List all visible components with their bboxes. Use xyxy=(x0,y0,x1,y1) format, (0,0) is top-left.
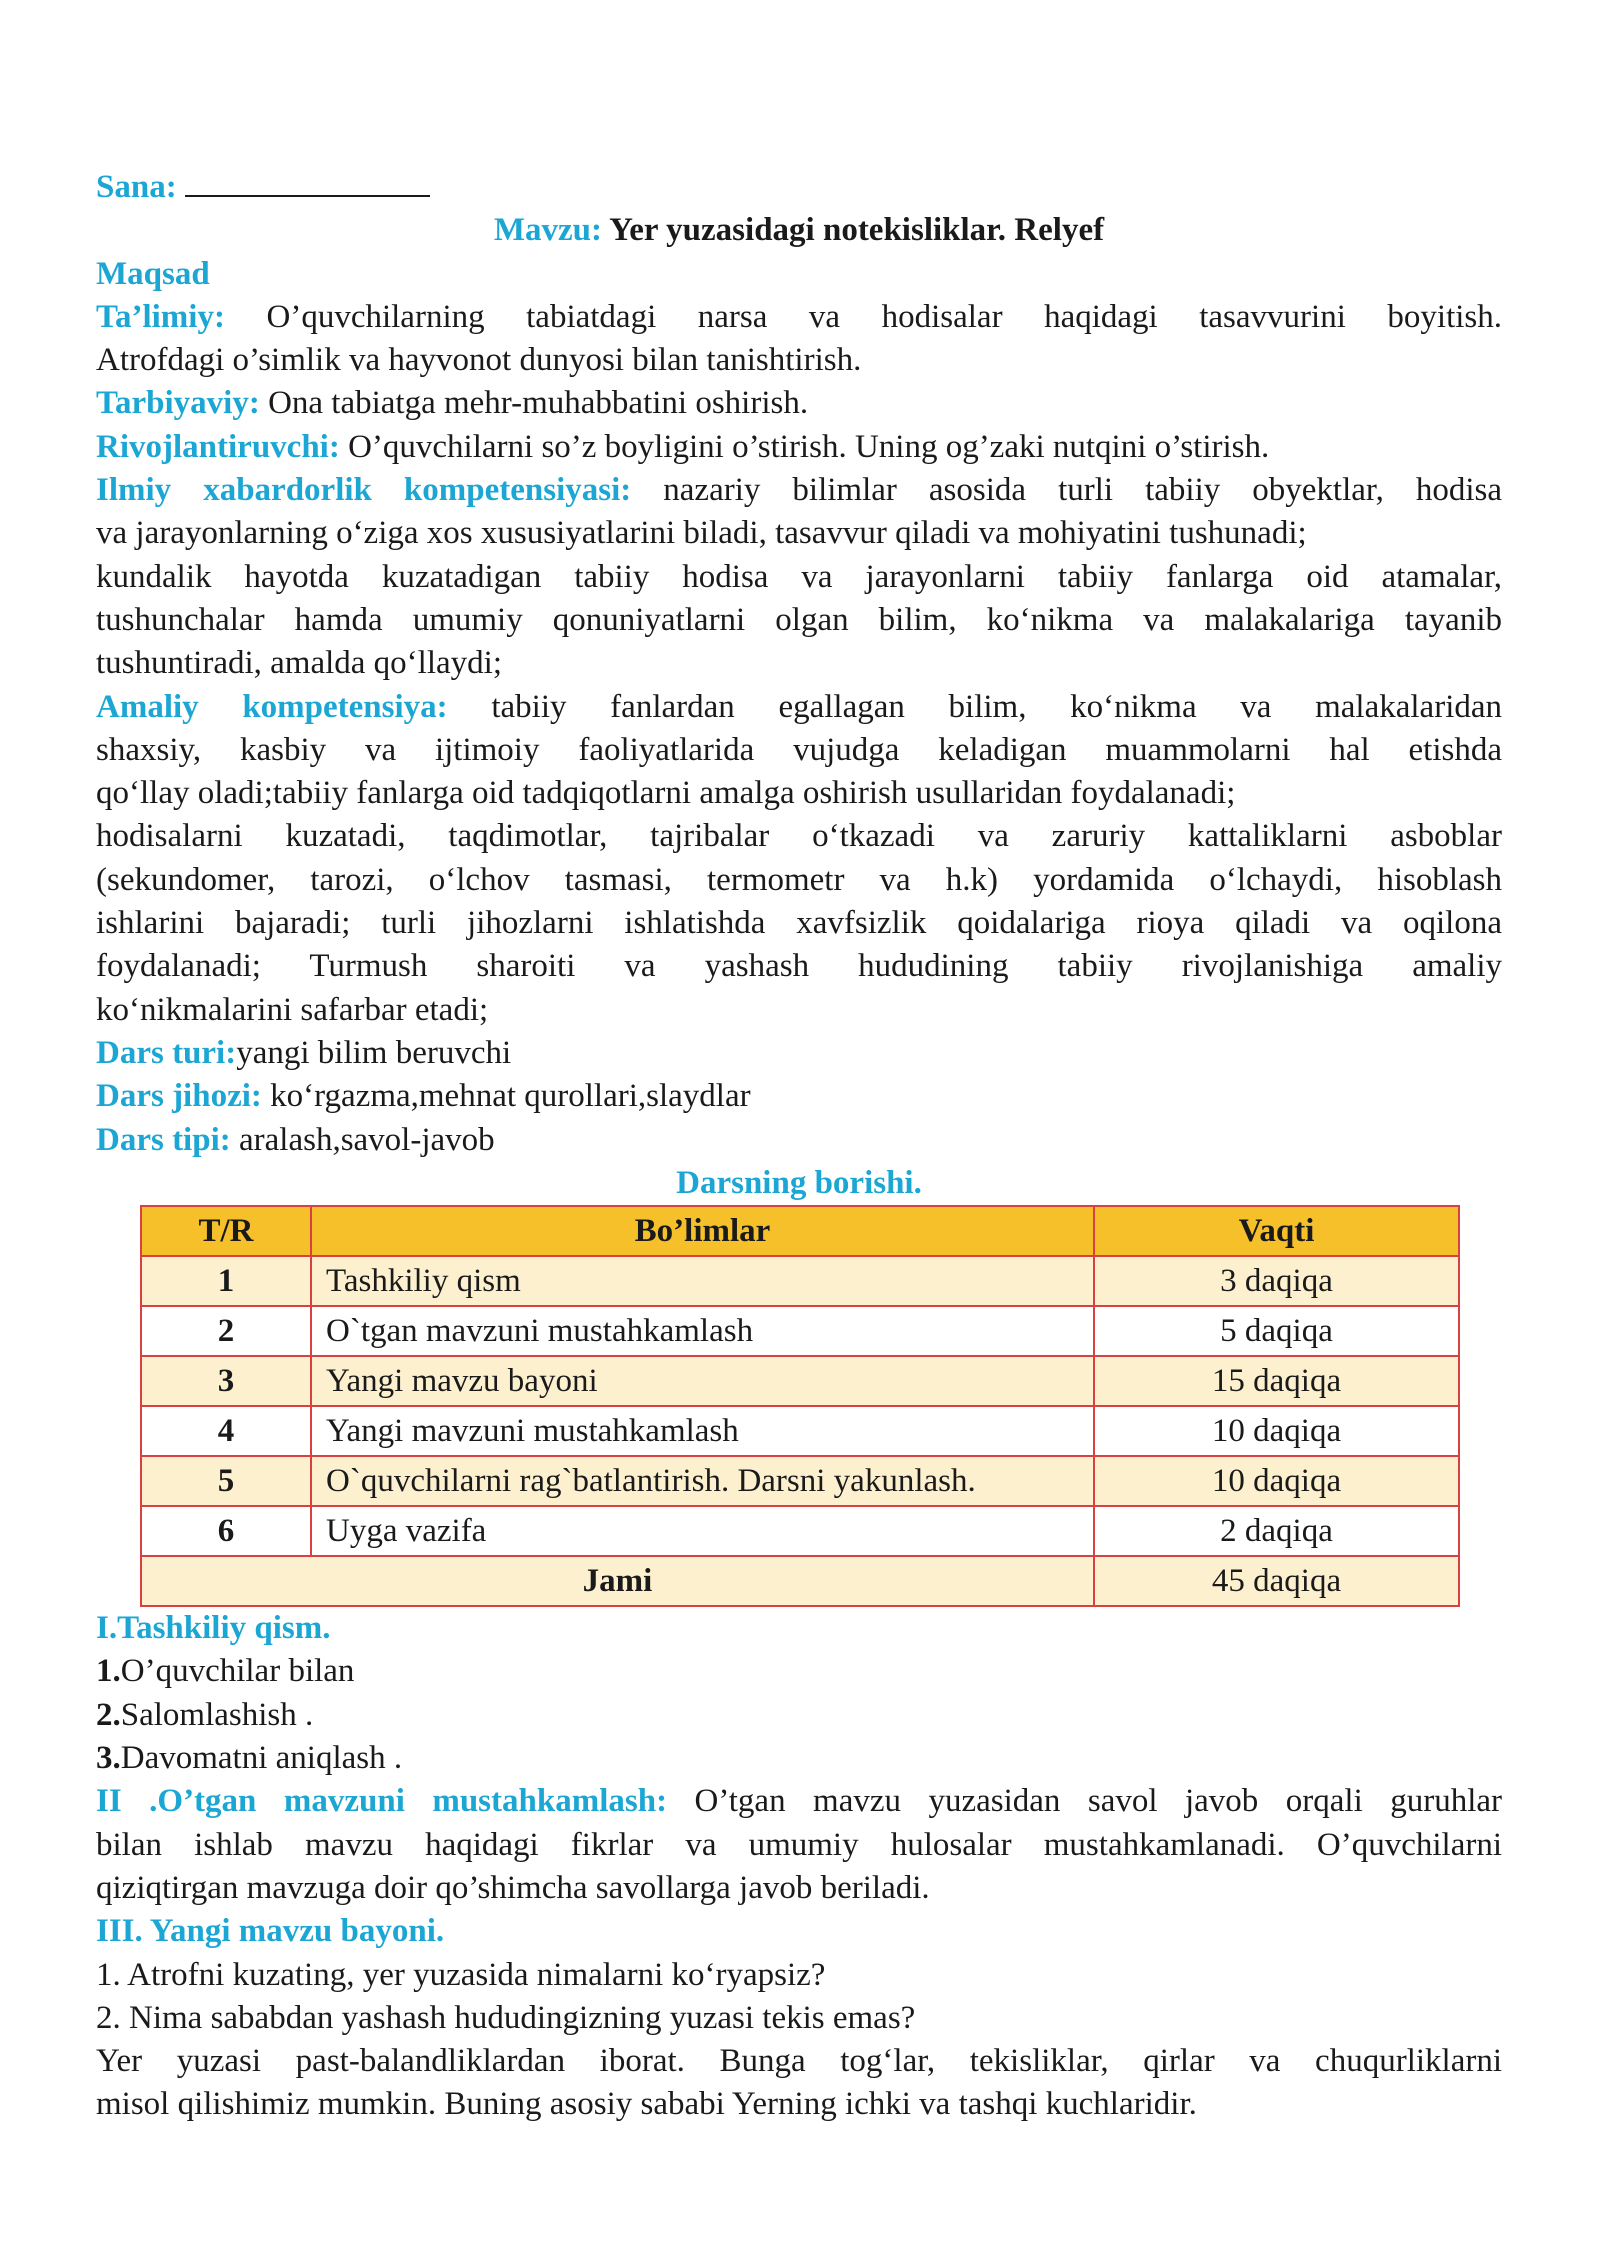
practical-competence-line: qo‘llay oladi;tabiiy fanlarga oid tadqiqotlarni amalga oshirish usullaridan foydalanadi; xyxy=(96,775,1236,812)
topic-line xyxy=(96,209,1502,252)
science-competence-line: va jarayonlarning o‘ziga xos xususiyatlarini biladi, tasavvur qiladi va mohiyatini tushunadi; xyxy=(96,515,1307,552)
educational-goal xyxy=(96,296,1502,339)
developmental-text: O’quvchilarni so’z boyligini o’stirish. Uning og’zaki nutqini o’stirish. xyxy=(348,428,1270,465)
practical-competence-text: tabiiy fanlardan egallagan bilim, ko‘nikma va malakalaridan xyxy=(491,688,1503,725)
total-label: Jami xyxy=(141,1556,1094,1606)
practical-competence-line: (sekundomer, tarozi, o‘lchov tasmasi, termometr va h.k) yordamida o‘lchaydi, hisoblash xyxy=(96,861,1502,898)
section-3-line: Yer yuzasi past-balandliklardan iborat. Bunga tog‘lar, tekisliklar, qirlar va chuqurliklarni xyxy=(96,2043,1502,2080)
row-time: 10 daqiqa xyxy=(1094,1456,1459,1506)
practical-competence-line: shaxsiy, kasbiy va ijtimoiy faoliyatlarida vujudga keladigan muammolarni hal etishda xyxy=(96,731,1502,768)
topic-label: Mavzu: xyxy=(493,212,603,249)
section-3-line: misol qilishimiz mumkin. Buning asosiy sababi Yerning ichki va tashqi kuchlaridir. xyxy=(96,2086,1197,2123)
lesson-kind xyxy=(96,1119,1502,1162)
list-number: 1. xyxy=(96,1653,121,1690)
document-body xyxy=(96,166,1502,2127)
science-competence-text: nazariy bilimlar asosida turli tabiiy obyektlar, hodisa xyxy=(663,472,1503,509)
lesson-equipment-text: ko‘rgazma,mehnat qurollari,slaydlar xyxy=(270,1078,751,1115)
list-number: 2. xyxy=(96,1696,121,1733)
table-header-row xyxy=(141,1206,1459,1256)
lesson-kind-text: aralash,savol-javob xyxy=(239,1121,495,1158)
plan-title: Darsning borishi. xyxy=(676,1164,922,1201)
lesson-type-text: yangi bilim beruvchi xyxy=(236,1034,512,1071)
educational-text: O’quvchilarning tabiatdagi narsa va hodisalar haqidagi tasavvurini boyitish. xyxy=(266,298,1502,335)
lesson-equipment xyxy=(96,1075,1502,1118)
lesson-type-label: Dars turi: xyxy=(96,1034,237,1071)
section-2-line: bilan ishlab mavzu haqidagi fikrlar va umumiy hulosalar mustahkamlanadi. O’quvchilarni xyxy=(96,1826,1502,1863)
table-header-cell: Bo’limlar xyxy=(311,1206,1094,1256)
table-header-cell: T/R xyxy=(141,1206,311,1256)
section-2-title: II .O’tgan mavzuni mustahkamlash: xyxy=(96,1783,668,1820)
lesson-equipment-label: Dars jihozi: xyxy=(96,1078,262,1115)
row-section: O`quvchilarni rag`batlantirish. Darsni yakunlash. xyxy=(311,1456,1094,1506)
row-number: 1 xyxy=(141,1256,311,1306)
developmental-goal xyxy=(96,426,1502,469)
section-2-line: qiziqtirgan mavzuga doir qo’shimcha savollarga javob beriladi. xyxy=(96,1869,930,1906)
table-total-row xyxy=(141,1556,1459,1606)
science-competence-line: tushunchalar hamda umumiy qonuniyatlarni olgan bilim, ko‘nikma va malakalariga tayanib xyxy=(96,601,1502,638)
table-row xyxy=(141,1356,1459,1406)
list-number: 3. xyxy=(96,1740,121,1777)
list-text: Salomlashish . xyxy=(120,1696,314,1733)
row-time: 2 daqiqa xyxy=(1094,1506,1459,1556)
practical-competence-line: ishlarini bajaradi; turli jihozlarni ishlatishda xavfsizlik qoidalariga rioya qiladi va oqilona xyxy=(96,905,1502,942)
row-number: 2 xyxy=(141,1306,311,1356)
row-time: 10 daqiqa xyxy=(1094,1406,1459,1456)
date-blank xyxy=(185,169,430,197)
row-time: 5 daqiqa xyxy=(1094,1306,1459,1356)
list-item xyxy=(96,1694,1502,1737)
list-item xyxy=(96,1650,1502,1693)
section-3-title-line xyxy=(96,1910,1502,1953)
row-number: 3 xyxy=(141,1356,311,1406)
upbringing-text: Ona tabiatga mehr-muhabbatini oshirish. xyxy=(268,385,809,422)
table-header-cell: Vaqti xyxy=(1094,1206,1459,1256)
table-row xyxy=(141,1406,1459,1456)
table-row xyxy=(141,1306,1459,1356)
educational-label: Ta’limiy: xyxy=(96,298,225,335)
practical-competence-label: Amaliy kompetensiya: xyxy=(96,688,448,725)
section-2-text: O’tgan mavzu yuzasidan savol javob orqali guruhlar xyxy=(694,1783,1503,1820)
row-section: Uyga vazifa xyxy=(311,1506,1094,1556)
row-time: 15 daqiqa xyxy=(1094,1356,1459,1406)
section-1-title-line xyxy=(96,1607,1502,1650)
row-number: 4 xyxy=(141,1406,311,1456)
practical-competence-line: hodisalarni kuzatadi, taqdimotlar, tajribalar o‘tkazadi va zaruriy kattaliklarni asboblar xyxy=(96,818,1502,855)
practical-competence xyxy=(96,686,1502,729)
science-competence-label: Ilmiy xabardorlik kompetensiyasi: xyxy=(96,472,632,509)
row-section: O`tgan mavzuni mustahkamlash xyxy=(311,1306,1094,1356)
developmental-label: Rivojlantiruvchi: xyxy=(96,428,340,465)
row-number: 5 xyxy=(141,1456,311,1506)
science-competence xyxy=(96,469,1502,512)
topic-text: Yer yuzasidagi notekisliklar. Relyef xyxy=(609,212,1105,249)
list-text: O’quvchilar bilan xyxy=(120,1653,355,1690)
total-time: 45 daqiqa xyxy=(1094,1556,1459,1606)
table-row xyxy=(141,1456,1459,1506)
upbringing-goal xyxy=(96,382,1502,425)
practical-competence-line: ko‘nikmalarini safarbar etadi; xyxy=(96,991,489,1028)
lesson-plan-table xyxy=(140,1205,1460,1607)
table-row xyxy=(141,1506,1459,1556)
section-1-title: I.Tashkiliy qism. xyxy=(96,1610,331,1647)
table-row xyxy=(141,1256,1459,1306)
row-time: 3 daqiqa xyxy=(1094,1256,1459,1306)
date-label: Sana: xyxy=(96,169,177,205)
lesson-type xyxy=(96,1032,1502,1075)
question-2: 2. Nima sababdan yashash hududingizning yuzasi tekis emas? xyxy=(96,1999,916,2036)
science-competence-line: tushuntiradi, amalda qo‘llaydi; xyxy=(96,645,502,682)
upbringing-label: Tarbiyaviy: xyxy=(96,385,260,422)
section-2-first-line xyxy=(96,1780,1502,1823)
goal-label: Maqsad xyxy=(96,255,210,292)
plan-title-line xyxy=(96,1162,1502,1205)
row-section: Yangi mavzu bayoni xyxy=(311,1356,1094,1406)
row-number: 6 xyxy=(141,1506,311,1556)
question-1: 1. Atrofni kuzating, yer yuzasida nimalarni ko‘ryapsiz? xyxy=(96,1956,826,1993)
goal-heading xyxy=(96,253,1502,296)
science-competence-line: kundalik hayotda kuzatadigan tabiiy hodisa va jarayonlarni tabiiy fanlarga oid atamalar, xyxy=(96,558,1502,595)
practical-competence-line: foydalanadi; Turmush sharoiti va yashash hududining tabiiy rivojlanishiga amaliy xyxy=(96,948,1502,985)
list-text: Davomatni aniqlash . xyxy=(120,1740,403,1777)
list-item xyxy=(96,1737,1502,1780)
date-line xyxy=(96,166,1502,209)
row-section: Tashkiliy qism xyxy=(311,1256,1094,1306)
row-section: Yangi mavzuni mustahkamlash xyxy=(311,1406,1094,1456)
lesson-kind-label: Dars tipi: xyxy=(96,1121,231,1158)
educational-goal-cont: Atrofdagi o’simlik va hayvonot dunyosi bilan tanishtirish. xyxy=(96,342,862,379)
section-3-title: III. Yangi mavzu bayoni. xyxy=(96,1913,445,1950)
